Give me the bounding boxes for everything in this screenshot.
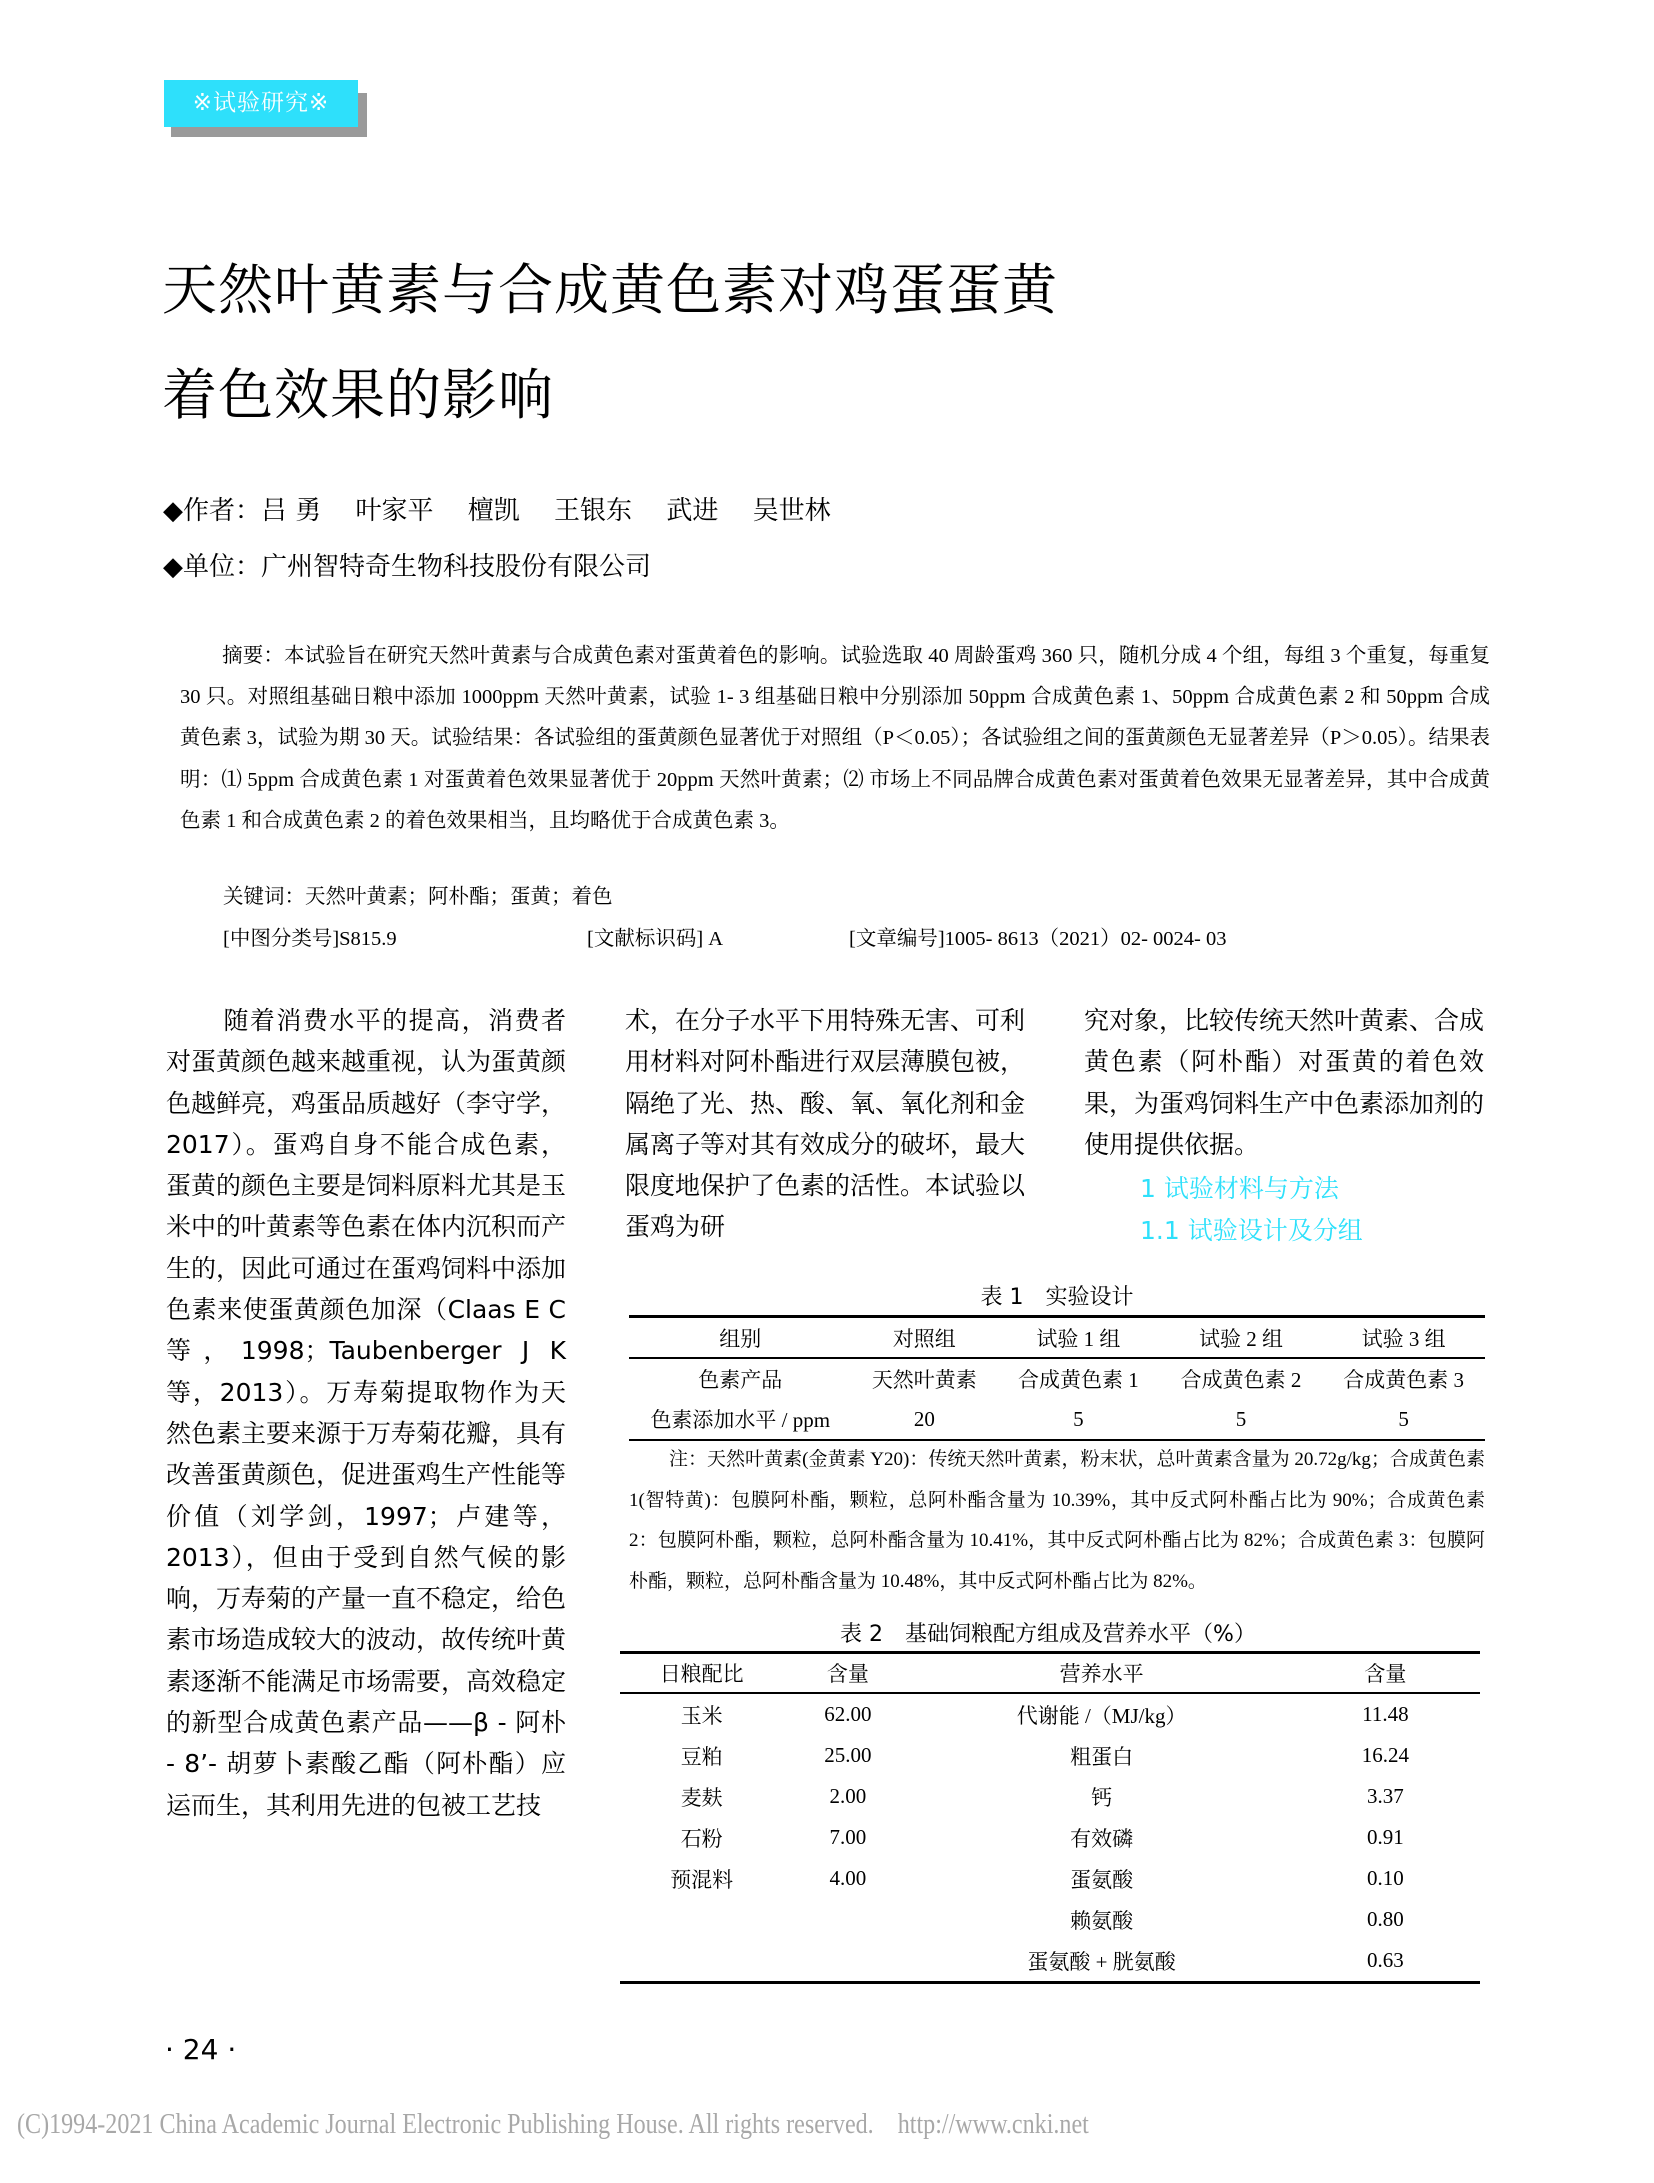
keywords: 关键词：天然叶黄素；阿朴酯；蛋黄；着色 <box>223 886 613 908</box>
table-row <box>629 1399 1485 1440</box>
table-row <box>620 1693 1480 1735</box>
table-cell <box>620 1940 783 1983</box>
table1-note-text: 注：天然叶黄素(金黄素 Y20)：传统天然叶黄素，粉末状，总叶黄素含量为 20.72g/kg；合成黄色素 1(智特黄)：包膜阿朴酯，颗粒，总阿朴酯含量为 10.39%，其中反式阿朴酯占比为 90%；合成黄色素 2：包膜阿朴酯，颗粒，总阿朴酯含量为 10.41%，其中反式阿朴酯占比为 82%；合成黄色素 3：包膜阿朴酯，颗粒，总阿朴酯含量为 10.48%，其中反式阿朴酯占比为 82%。 <box>629 1449 1485 1592</box>
article-title-line-1: 天然叶黄素与合成黄色素对鸡蛋蛋黄 <box>162 258 1059 322</box>
table-cell: 7.00 <box>829 1825 867 1849</box>
table-row <box>620 1899 1480 1940</box>
table-cell: 5 <box>1160 1399 1323 1440</box>
table-header: 试验 1 组 <box>997 1317 1160 1359</box>
table-cell: 天然叶黄素 <box>871 1368 977 1392</box>
table-cell: 麦麸 <box>680 1785 723 1810</box>
clc-number: [中图分类号]S815.9 <box>223 928 397 950</box>
table-cell: 11.48 <box>1362 1702 1409 1726</box>
table-cell: 0.63 <box>1291 1940 1480 1983</box>
table-cell: 色素添加水平 / ppm <box>629 1399 852 1440</box>
section-heading-1: 1 试验材料与方法 <box>1140 1174 1339 1203</box>
table-cell <box>620 1899 783 1940</box>
table-cell: 代谢能 /（MJ/kg） <box>1016 1703 1187 1728</box>
table-header: 营养水平 <box>912 1653 1290 1694</box>
table-cell: 有效磷 <box>1070 1826 1134 1851</box>
body-column-3: 究对象，比较传统天然叶黄素、合成黄色素（阿朴酯）对蛋黄的着色效果，为蛋鸡饲料生产中色素添加剂的使用提供依据。 <box>1084 1006 1485 1159</box>
table-cell <box>783 1940 912 1983</box>
table-cell: 合成黄色素 1 <box>1018 1368 1139 1392</box>
table2-caption: 表 2 基础饲粮配方组成及营养水平（%） <box>840 1622 1256 1647</box>
article-title-line-2: 着色效果的影响 <box>162 363 555 427</box>
table-cell: 色素产品 <box>698 1368 783 1392</box>
table1-caption: 表 1 实验设计 <box>980 1285 1134 1310</box>
table-cell: 蛋氨酸 <box>1070 1867 1134 1892</box>
abstract <box>180 636 1490 842</box>
table-cell: 赖氨酸 <box>1070 1908 1134 1933</box>
table-cell: 16.24 <box>1361 1743 1410 1767</box>
table-cell: 石粉 <box>680 1826 723 1851</box>
section-heading-1-1: 1.1 试验设计及分组 <box>1140 1216 1363 1245</box>
table-cell: 25.00 <box>824 1743 872 1767</box>
table-cell: 20 <box>852 1399 998 1440</box>
table-cell: 预混料 <box>670 1867 734 1892</box>
table-cell: 蛋氨酸 + 胱氨酸 <box>912 1940 1290 1983</box>
table-cell <box>783 1899 912 1940</box>
article-number: [文章编号]1005- 8613（2021）02- 0024- 03 <box>849 928 1227 950</box>
section-badge: ※试验研究※ <box>164 80 358 127</box>
body-text: 随着消费水平的提高，消费者对蛋黄颜色越来越重视，认为蛋黄颜色越鲜亮，鸡蛋品质越好（李守学，2017）。蛋鸡自身不能合成色素，蛋黄的颜色主要是饲料原料尤其是玉米中的叶黄素等色素在体内沉积而产生的，因此可通过在蛋鸡饲料中添加色素来使蛋黄颜色加深（Claas E C 等，1998；Taubenberger J K 等，2013）。万寿菊提取物作为天然色素主要来源于万寿菊花瓣，具有改善蛋黄颜色，促进蛋鸡生产性能等价值（刘学剑，1997；卢建等，2013），但由于受到自然气候的影响，万寿菊的产量一直不稳定，给色素市场造成较大的波动，故传统叶黄素逐渐不能满足市场需要，高效稳定的新型合成黄色素产品——β - 阿朴 - 8’- 胡萝卜素酸乙酯（阿朴酯）应运而生，其利用先进的包被工艺技 <box>166 1006 567 1820</box>
abstract-text: 摘要：本试验旨在研究天然叶黄素与合成黄色素对蛋黄着色的影响。试验选取 40 周龄蛋鸡 360 只，随机分成 4 个组，每组 3 个重复，每重复 30 只。对照组基础日粮中添加 1000ppm 天然叶黄素，试验 1- 3 组基础日粮中分别添加 50ppm 合成黄色素 1、50ppm 合成黄色素 2 和 50ppm 合成黄色素 3，试验为期 30 天。试验结果：各试验组的蛋黄颜色显著优于对照组（P＜0.05）；各试验组之间的蛋黄颜色无显著差异（P＞0.05）。结果表明：⑴ 5ppm 合成黄色素 1 对蛋黄着色效果显著优于 20ppm 天然叶黄素；⑵ 市场上不同品牌合成黄色素对蛋黄着色效果无显著差异，其中合成黄色素 1 和合成黄色素 2 的着色效果相当，且均略优于合成黄色素 3。 <box>180 645 1490 832</box>
table-header: 试验 3 组 <box>1322 1317 1485 1359</box>
table-cell: 钙 <box>1091 1785 1113 1810</box>
table-cell: 5 <box>1322 1399 1485 1440</box>
table-header: 含量 <box>783 1653 912 1694</box>
table2 <box>620 1651 1480 1984</box>
authors: ◆作者：吕 勇 叶家平 檀凯 王银东 武进 吴世林 <box>163 496 831 526</box>
affiliation: ◆单位：广州智特奇生物科技股份有限公司 <box>163 552 651 582</box>
table1-note <box>629 1440 1485 1602</box>
document-code: [文献标识码] A <box>587 928 724 950</box>
table-cell: 合成黄色素 2 <box>1180 1368 1302 1392</box>
table-header-row <box>620 1653 1480 1694</box>
table-row <box>620 1735 1480 1776</box>
table-cell: 0.10 <box>1367 1866 1404 1890</box>
table-row <box>620 1817 1480 1858</box>
table-row <box>620 1776 1480 1817</box>
table-cell: 粗蛋白 <box>1070 1744 1134 1769</box>
copyright-notice: (C)1994-2021 China Academic Journal Electronic Publishing House. All rights reserved. http://www.cnki.net <box>17 2109 1089 2140</box>
table-header: 组别 <box>629 1317 852 1359</box>
page-number: · 24 · <box>165 2033 237 2066</box>
table1 <box>629 1315 1485 1441</box>
table-header: 试验 2 组 <box>1160 1317 1323 1359</box>
table-cell: 合成黄色素 3 <box>1343 1368 1465 1392</box>
table-cell: 4.00 <box>829 1866 867 1890</box>
table-cell: 0.91 <box>1367 1825 1404 1849</box>
table-cell: 0.80 <box>1367 1907 1404 1931</box>
table-row <box>620 1858 1480 1899</box>
table-row <box>629 1358 1485 1399</box>
table-row <box>620 1940 1480 1983</box>
table-header-row <box>629 1317 1485 1359</box>
table-cell: 3.37 <box>1367 1784 1404 1808</box>
table-header: 日粮配比 <box>620 1653 783 1694</box>
table-cell: 豆粕 <box>680 1744 723 1769</box>
body-column-1 <box>166 1000 566 1826</box>
table-header: 含量 <box>1291 1653 1480 1694</box>
body-column-2: 术，在分子水平下用特殊无害、可利用材料对阿朴酯进行双层薄膜包被，隔绝了光、热、酸、氧、氧化剂和金属离子等对其有效成分的破坏，最大限度地保护了色素的活性。本试验以蛋鸡为研 <box>625 1006 1026 1242</box>
table-cell: 2.00 <box>829 1784 867 1808</box>
table-cell: 62.00 <box>824 1702 872 1726</box>
table-cell: 5 <box>997 1399 1160 1440</box>
table-header: 对照组 <box>852 1317 998 1359</box>
table-cell: 玉米 <box>680 1703 723 1728</box>
